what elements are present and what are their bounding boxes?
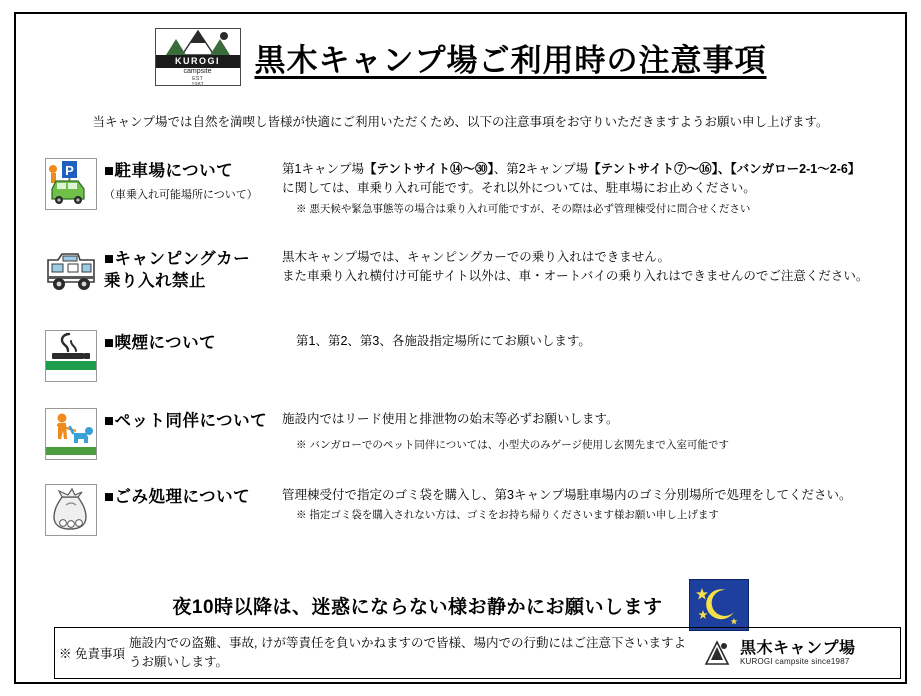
camper-label-line2: 乗り入れ禁止 bbox=[104, 272, 206, 291]
svg-text:P: P bbox=[65, 163, 74, 178]
icon-cell bbox=[38, 326, 104, 382]
footer-brand bbox=[702, 638, 900, 668]
parking-line-1a: 第1キャンプ場 bbox=[282, 162, 364, 176]
body-cell bbox=[282, 404, 888, 455]
icon-cell bbox=[38, 242, 104, 296]
notice-label-parking: ■駐車場について bbox=[104, 162, 234, 180]
document-header bbox=[16, 28, 905, 86]
notice-list bbox=[38, 154, 888, 554]
label-cell bbox=[104, 404, 282, 432]
notice-row-camper bbox=[38, 242, 888, 326]
body-cell bbox=[282, 326, 888, 351]
document-frame bbox=[14, 12, 907, 684]
trash-line-1: 管理棟受付で指定のゴミ袋を購入し、第3キャンプ場駐車場内のゴミ分別場所で処理をしてください。 bbox=[282, 488, 852, 502]
kurogi-mark-icon bbox=[702, 638, 732, 668]
pet-line-1: 施設内ではリード使用と排泄物の始末等必ずお願いします。 bbox=[282, 412, 619, 426]
icon-cell bbox=[38, 480, 104, 536]
camper-line-2: また車乗り入れ横付け可能サイト以外は、車・オートバイの乗り入れはできませんのでご注意ください。 bbox=[282, 269, 869, 284]
parking-line-1b: 【テントサイト⑭～㉚】 bbox=[363, 162, 494, 176]
body-cell bbox=[282, 242, 888, 287]
notice-label-camper bbox=[104, 248, 282, 293]
notice-label-trash: ■ごみ処理について bbox=[104, 488, 251, 506]
notice-row-trash bbox=[38, 480, 888, 554]
parking-line-2: に関しては、車乗り入れ可能です。それ以外については、駐車場にお止めください。 bbox=[282, 181, 756, 196]
intro-text: 当キャンプ場では自然を満喫し皆様が快適にご利用いただくため、以下の注意事項をお守りいただきますようお願い申し上げます。 bbox=[92, 115, 829, 129]
pet-walking-icon bbox=[45, 408, 97, 460]
trash-note: ※ 指定ゴミ袋を購入されない方は、ゴミをお持ち帰りくださいます様お願い申し上げます bbox=[296, 509, 719, 522]
footer-brand-name: 黒木キャンプ場 bbox=[740, 639, 856, 657]
notice-label-pet: ■ペット同伴について bbox=[104, 412, 268, 430]
label-cell bbox=[104, 326, 282, 354]
notice-row-pet bbox=[38, 404, 888, 480]
smoking-area-icon bbox=[45, 330, 97, 382]
body-cell bbox=[282, 154, 888, 218]
smoking-line-1: 第1、第2、第3、各施設指定場所にてお願いします。 bbox=[296, 334, 591, 348]
body-cell bbox=[282, 480, 888, 525]
icon-cell bbox=[38, 404, 104, 460]
camper-label-line1: ■キャンピングカー bbox=[104, 250, 251, 268]
disclaimer-box bbox=[54, 627, 901, 679]
notice-sublabel-parking: （車乗入れ可能場所について） bbox=[104, 189, 258, 202]
logo-year: EST 1987 bbox=[191, 76, 204, 86]
night-moon-stars-icon bbox=[689, 579, 749, 631]
footer-brand-tagline: KUROGI campsite since1987 bbox=[740, 657, 850, 667]
kurogi-logo-icon bbox=[155, 28, 241, 86]
parking-line-1c: 、第2キャンプ場 bbox=[493, 162, 589, 176]
page-title: 黒木キャンプ場ご利用時の注意事項 bbox=[254, 42, 767, 78]
parking-note: ※ 悪天候や緊急事態等の場合は乗り入れ可能ですが、その際は必ず管理棟受付に問合せください bbox=[296, 202, 751, 215]
logo-sub: campsite bbox=[183, 68, 212, 75]
disclaimer-label: ※ 免責事項 bbox=[59, 647, 125, 661]
notice-row-smoking bbox=[38, 326, 888, 404]
logo-name: KUROGI bbox=[156, 55, 240, 68]
label-cell bbox=[104, 154, 282, 202]
notice-row-parking bbox=[38, 154, 888, 242]
disclaimer-text: 施設内での盗難、事故, けが等責任を負いかねますので皆様、場内での行動にはご注意下さいますようお願いします。 bbox=[129, 636, 686, 669]
quiet-hours-banner bbox=[16, 579, 905, 631]
parking-sign-icon bbox=[45, 158, 97, 210]
icon-cell bbox=[38, 154, 104, 210]
parking-line-1d: 【テントサイト⑦～⑯】、【バンガロー2-1～2-6】 bbox=[588, 162, 861, 176]
camper-line-1: 黒木キャンプ場では、キャンピングカーでの乗り入れはできません。 bbox=[282, 250, 671, 264]
quiet-hours-text: 夜10時以降は、迷惑にならない様お静かにお願いします bbox=[172, 596, 663, 618]
label-cell bbox=[104, 242, 282, 293]
garbage-bag-icon bbox=[45, 484, 97, 536]
pet-note: ※ バンガローでのペット同伴については、小型犬のみゲージ使用し玄関先まで入室可能です bbox=[296, 439, 729, 452]
notice-label-smoking: ■喫煙について bbox=[104, 334, 217, 352]
camper-van-icon bbox=[44, 246, 98, 296]
label-cell bbox=[104, 480, 282, 508]
parking-line-1 bbox=[282, 160, 888, 179]
